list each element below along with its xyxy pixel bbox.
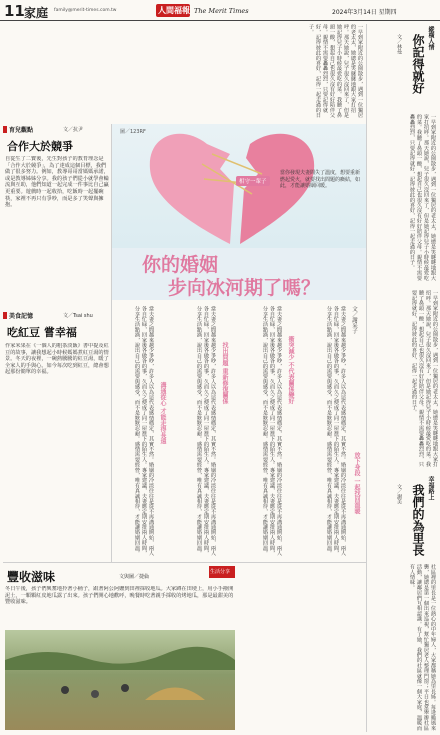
article-author: 文／抗尹 bbox=[63, 127, 84, 133]
section-title: 家庭 bbox=[24, 6, 49, 20]
issue-date: 2024年3月14日 星期四 bbox=[332, 9, 397, 16]
marriage-article bbox=[112, 302, 366, 562]
article-title: 豐收滋味 bbox=[7, 570, 56, 584]
page-number: 11 bbox=[4, 2, 25, 20]
tag-label: 育兒觀點 bbox=[9, 127, 34, 134]
tag-marker bbox=[3, 126, 7, 133]
headline-band bbox=[112, 248, 366, 300]
tree-line bbox=[5, 647, 235, 670]
right-bottom-article-body: 社區裡的里長是一位熱心的中年婦人，大家都稱她為里長姊。每逢颱風來襲，她總是第一個出來巡視，幫忙獨居老人整理門窗；平日也常舉辦社區活動，讓鄰居們互相認識。有了她，我們的社區就像一個大家庭，溫暖而有人情味。 bbox=[409, 564, 436, 731]
tag-marker bbox=[3, 312, 7, 319]
article-body-col-2: 當夫妻之間越來越少爭吵，許多人以為這代表感情穩定，其實不然。婚姻的冷淡往往是從不再溝通開始，兩人各自忙碌，回家後各做各的事，久而久之便成了同一屋簷下的陌生人。專家建議，夫妻應定期安排兩人時間，分享生活點滴，說出自己的需要與感受，而不是默默忍耐。感情需要經營，唯有真誠相待，才能讓婚姻回溫。 bbox=[262, 306, 282, 556]
article-body-col-1: 當夫妻之間越來越少爭吵，許多人以為這代表感情穩定，其實不然。婚姻的冷淡往往是從不再溝通開始，兩人各自忙碌，回家後各做各的事，久而久之便成了同一屋簷下的陌生人。專家建議，夫妻應定期安排兩人時間，分享生活點滴，說出自己的需要與感受，而不是默默忍耐。感情需要經營，唯有真誠相待，才能讓婚姻回溫。 bbox=[326, 306, 346, 556]
article-body: 作家米果在《一個人的粗茶淡飯》書中提及紅豆的故事，讓我想起小時候媽媽煮紅豆湯的情景。冬天的夜裡，一碗熱騰騰的紅豆湯，暖了全家人的手與心。如今每次吃到紅豆，總會想起那份簡單的幸福。 bbox=[5, 343, 109, 376]
article-body: 冬日午後，孩子們興奮地拎著小桶子，跟著阿公阿嬤到田裡採收地瓜。大家蹲在田埂上，用小手撥開泥土，一顆顆紅皮地瓜露了出來。孩子們開心地歡呼，晚餐時吃著親手採收的烤地瓜，那是最甜美的豐收滋味。 bbox=[5, 586, 234, 606]
article-body-col-3: 當夫妻之間越來越少爭吵，許多人以為這代表感情穩定，其實不然。婚姻的冷淡往往是從不再溝通開始，兩人各自忙碌，回家後各做各的事，久而久之便成了同一屋簷下的陌生人。專家建議，夫妻應定期安排兩人時間，分享生活點滴，說出自己的需要與感受，而不是默默忍耐。感情需要經營，唯有真誠相待，才能讓婚姻回溫。 bbox=[196, 306, 216, 556]
heart-photo bbox=[112, 124, 366, 248]
column-divider bbox=[366, 24, 367, 732]
headline-line-2: 步向冰河期了嗎？ bbox=[168, 277, 321, 299]
paper-name: 人間福報 bbox=[158, 6, 190, 15]
corner-badge-label: 生活分享 bbox=[210, 569, 231, 575]
article-body: 自從生了二寶後，先生對孩子的教育理念是「合作大於競爭」，為了達成這個目標，我們做了很多努力。例如，教導哥哥當媽媽承諾，或是教導姊姊分享。我的孩子們從小就學會輪流與互助，他們知道一起完成一件事比自己贏更重要。遊戲時一起收拾，吃飯時一起擺碗筷，家裡不再只有爭吵，而是多了笑聲與擁抱。 bbox=[5, 156, 109, 209]
article-author: 文／Tsai shu bbox=[63, 313, 93, 319]
photo-credit: 圖／123RF bbox=[120, 129, 146, 135]
person-2 bbox=[91, 690, 99, 698]
article-author: 文／謝采子 bbox=[351, 306, 357, 334]
food-memory-article bbox=[3, 310, 111, 560]
article-title: 我們的為里長 bbox=[411, 484, 425, 556]
contact-email: family@merit-times.com.tw bbox=[54, 8, 117, 13]
headline-line-1: 你的婚姻 bbox=[142, 254, 219, 276]
subheading-1: 衝突減少 不代表關係變好 bbox=[287, 336, 294, 405]
article-author: 文與圖／捷倫 bbox=[119, 574, 150, 580]
article-title: 合作大於競爭 bbox=[7, 140, 73, 153]
right-top-article bbox=[368, 24, 438, 286]
harvest-photo bbox=[5, 630, 235, 730]
subheading-3: 溝通從心 才能走得長遠 bbox=[159, 382, 166, 445]
series-label: 縱橫人情 bbox=[427, 26, 434, 50]
article-author: 文／謝美 bbox=[396, 484, 402, 504]
right-upper-mid-body: 一早到家附近的公園散步，遇到一位獨居的老太太，她總是笑瞇瞇地跟大家打招呼。那天她說，兒子很久沒回來了，但是她記得兒子小時候最愛吃的菜。我聽了鼻頭一酸，想起自己也很久沒有好好陪伴父母。親情不需要轟轟烈烈，只要記得就好，記得彼此的喜好，記得一起走過的日子。 bbox=[411, 290, 438, 467]
sticky-note-label: 相守一輩子 bbox=[236, 176, 270, 186]
parenting-article bbox=[3, 124, 111, 308]
article-author: 文／林曼 bbox=[396, 34, 402, 54]
tag-label: 美食記憶 bbox=[9, 313, 34, 320]
paper-english-name: The Merit Times bbox=[194, 7, 249, 15]
row-divider bbox=[3, 562, 366, 563]
top-left-column-text: 一早到家附近的公園散步，遇到一位獨居的老太太，她總是笑瞇瞇地跟大家打招呼。那天她說，兒子很久沒回來了，但是她記得兒子小時候最愛吃的菜。我聽了鼻頭一酸，想起自己也很久沒有好好陪伴父母。親情不需要轟轟烈烈，只要記得就好，記得彼此的喜好，記得一起走過的日子。 bbox=[308, 24, 363, 118]
series-label: 幸福路上 bbox=[427, 476, 434, 500]
header-rule bbox=[0, 20, 440, 21]
page-header bbox=[0, 0, 440, 22]
hay-pile bbox=[145, 688, 205, 701]
person-3 bbox=[121, 684, 129, 692]
heart-left-half bbox=[150, 134, 234, 244]
column-divider bbox=[111, 124, 112, 562]
harvest-article bbox=[3, 564, 237, 732]
subheading-4: 放下身段 一起找回溫暖 bbox=[353, 452, 360, 515]
article-title: 你記得就好 bbox=[411, 34, 425, 94]
person-1 bbox=[61, 686, 69, 694]
article-title: 吃紅豆 嘗幸福 bbox=[7, 326, 77, 339]
photo-caption: 當你發現夫妻間失了溫度，想要重新燃起愛火，就要找出問題的癥結，如此，才能讓婚姻回暖。 bbox=[280, 170, 361, 189]
subheading-2: 找出問題 重新修復關係 bbox=[221, 342, 228, 405]
field-scene bbox=[5, 630, 235, 730]
article-body: 一早到家附近的公園散步，遇到一位獨居的老太太，她總是笑瞇瞇地跟大家打招呼。那天她說，兒子很久沒回來了，但是她記得兒子小時候最愛吃的菜。我聽了鼻頭一酸，想起自己也很久沒有好好陪伴父母。親情不需要轟轟烈烈，只要記得就好，記得彼此的喜好，記得一起走過的日子。 bbox=[409, 114, 436, 281]
article-body-col-4: 當夫妻之間越來越少爭吵，許多人以為這代表感情穩定，其實不然。婚姻的冷淡往往是從不再溝通開始，兩人各自忙碌，回家後各做各的事，久而久之便成了同一屋簷下的陌生人。專家建議，夫妻應定期安排兩人時間，分享生活點滴，說出自己的需要與感受，而不是默默忍耐。感情需要經營，唯有真誠相待，才能讓婚姻回溫。 bbox=[134, 306, 154, 556]
